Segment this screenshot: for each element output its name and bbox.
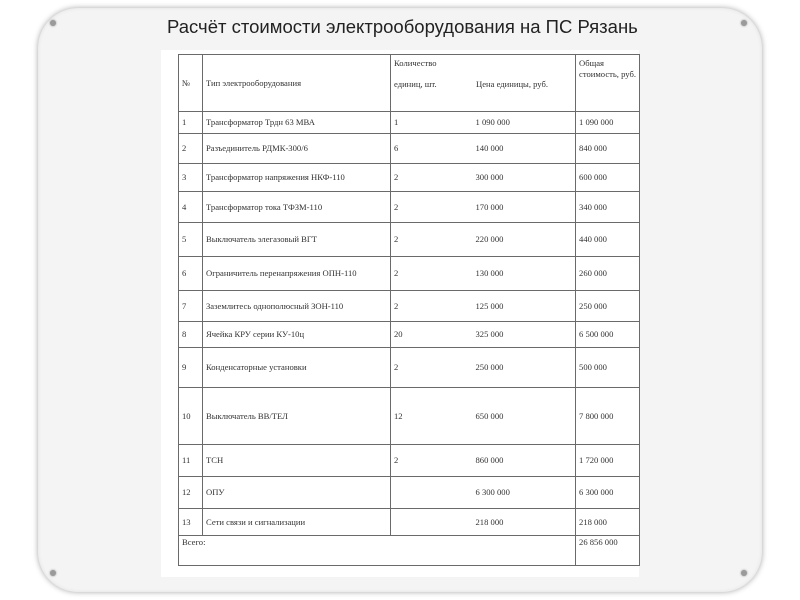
row-type: Ограничитель перенапряжения ОПН-110 xyxy=(203,256,391,290)
table-row xyxy=(179,192,640,222)
header-quantity-price xyxy=(391,55,576,112)
document-scan xyxy=(161,50,639,577)
row-type: Сети связи и сигнализации xyxy=(203,509,391,535)
table-row xyxy=(179,256,640,290)
row-num: 9 xyxy=(179,347,203,387)
row-price: 218 000 xyxy=(473,509,576,535)
row-num: 1 xyxy=(179,111,203,133)
row-price: 1 090 000 xyxy=(473,111,576,133)
row-num: 8 xyxy=(179,321,203,347)
header-price: Цена единицы, руб. xyxy=(476,78,549,89)
row-total: 6 300 000 xyxy=(576,477,640,509)
row-price: 125 000 xyxy=(473,291,576,321)
row-qty: 2 xyxy=(391,164,473,192)
table-row xyxy=(179,222,640,256)
row-price: 140 000 xyxy=(473,133,576,163)
header-units: единиц, шт. xyxy=(394,78,437,89)
row-type: Трансформатор Трдн 63 МВА xyxy=(203,111,391,133)
row-total: 260 000 xyxy=(576,256,640,290)
row-price: 170 000 xyxy=(473,192,576,222)
row-total: 340 000 xyxy=(576,192,640,222)
row-total: 1 090 000 xyxy=(576,111,640,133)
row-type: Трансформатор напряжения НКФ-110 xyxy=(203,164,391,192)
row-qty xyxy=(391,477,473,509)
row-num: 4 xyxy=(179,192,203,222)
row-total: 7 800 000 xyxy=(576,388,640,445)
row-num: 11 xyxy=(179,444,203,476)
row-num: 2 xyxy=(179,133,203,163)
row-qty: 2 xyxy=(391,347,473,387)
bullet-dot-top-right xyxy=(741,20,747,26)
row-total: 840 000 xyxy=(576,133,640,163)
row-qty: 2 xyxy=(391,256,473,290)
row-qty: 2 xyxy=(391,291,473,321)
row-type: ТСН xyxy=(203,444,391,476)
row-price: 300 000 xyxy=(473,164,576,192)
row-type: Конденсаторные установки xyxy=(203,347,391,387)
slide-title: Расчёт стоимости электрооборудования на ПС Рязань xyxy=(167,16,638,37)
bullet-dot-bottom-left xyxy=(50,570,56,576)
row-total: 250 000 xyxy=(576,291,640,321)
row-num: 3 xyxy=(179,164,203,192)
row-qty: 12 xyxy=(391,388,473,445)
table-row xyxy=(179,444,640,476)
row-type: Ячейка КРУ серии КУ-10ц xyxy=(203,321,391,347)
table-row xyxy=(179,164,640,192)
row-total: 440 000 xyxy=(576,222,640,256)
row-total: 6 500 000 xyxy=(576,321,640,347)
table-row xyxy=(179,347,640,387)
table-row xyxy=(179,509,640,535)
row-price: 860 000 xyxy=(473,444,576,476)
row-total: 600 000 xyxy=(576,164,640,192)
table-row xyxy=(179,321,640,347)
row-type: ОПУ xyxy=(203,477,391,509)
row-qty: 2 xyxy=(391,192,473,222)
row-type: Заземлитесь однополюсный ЗОН-110 xyxy=(203,291,391,321)
row-num: 5 xyxy=(179,222,203,256)
row-num: 7 xyxy=(179,291,203,321)
table-row xyxy=(179,388,640,445)
row-type: Разъединитель РДМК-300/6 xyxy=(203,133,391,163)
row-num: 6 xyxy=(179,256,203,290)
header-quantity: Количество xyxy=(394,58,437,68)
bullet-dot-bottom-right xyxy=(741,570,747,576)
row-total: 500 000 xyxy=(576,347,640,387)
row-price: 650 000 xyxy=(473,388,576,445)
row-qty: 1 xyxy=(391,111,473,133)
row-price: 325 000 xyxy=(473,321,576,347)
bullet-dot-top-left xyxy=(50,20,56,26)
row-type: Трансформатор тока ТФЗМ-110 xyxy=(203,192,391,222)
row-num: 12 xyxy=(179,477,203,509)
row-price: 250 000 xyxy=(473,347,576,387)
table-row xyxy=(179,291,640,321)
table-total-row xyxy=(179,535,640,565)
row-price: 130 000 xyxy=(473,256,576,290)
row-qty: 6 xyxy=(391,133,473,163)
row-qty: 2 xyxy=(391,222,473,256)
total-label: Всего: xyxy=(179,535,576,565)
row-qty: 2 xyxy=(391,444,473,476)
table-row xyxy=(179,111,640,133)
table-row xyxy=(179,477,640,509)
row-price: 6 300 000 xyxy=(473,477,576,509)
row-total: 1 720 000 xyxy=(576,444,640,476)
row-num: 10 xyxy=(179,388,203,445)
row-qty xyxy=(391,509,473,535)
row-price: 220 000 xyxy=(473,222,576,256)
row-type: Выключатель ВВ/ТЕЛ xyxy=(203,388,391,445)
row-num: 13 xyxy=(179,509,203,535)
row-type: Выключатель элегазовый ВГТ xyxy=(203,222,391,256)
row-total: 218 000 xyxy=(576,509,640,535)
header-num: № xyxy=(179,55,203,112)
total-value: 26 856 000 xyxy=(576,535,640,565)
cost-table xyxy=(178,54,640,566)
header-type: Тип электрооборудования xyxy=(203,55,391,112)
table-header-row xyxy=(179,55,640,112)
row-qty: 20 xyxy=(391,321,473,347)
header-total: Общая стоимость, руб. xyxy=(576,55,640,112)
table-row xyxy=(179,133,640,163)
